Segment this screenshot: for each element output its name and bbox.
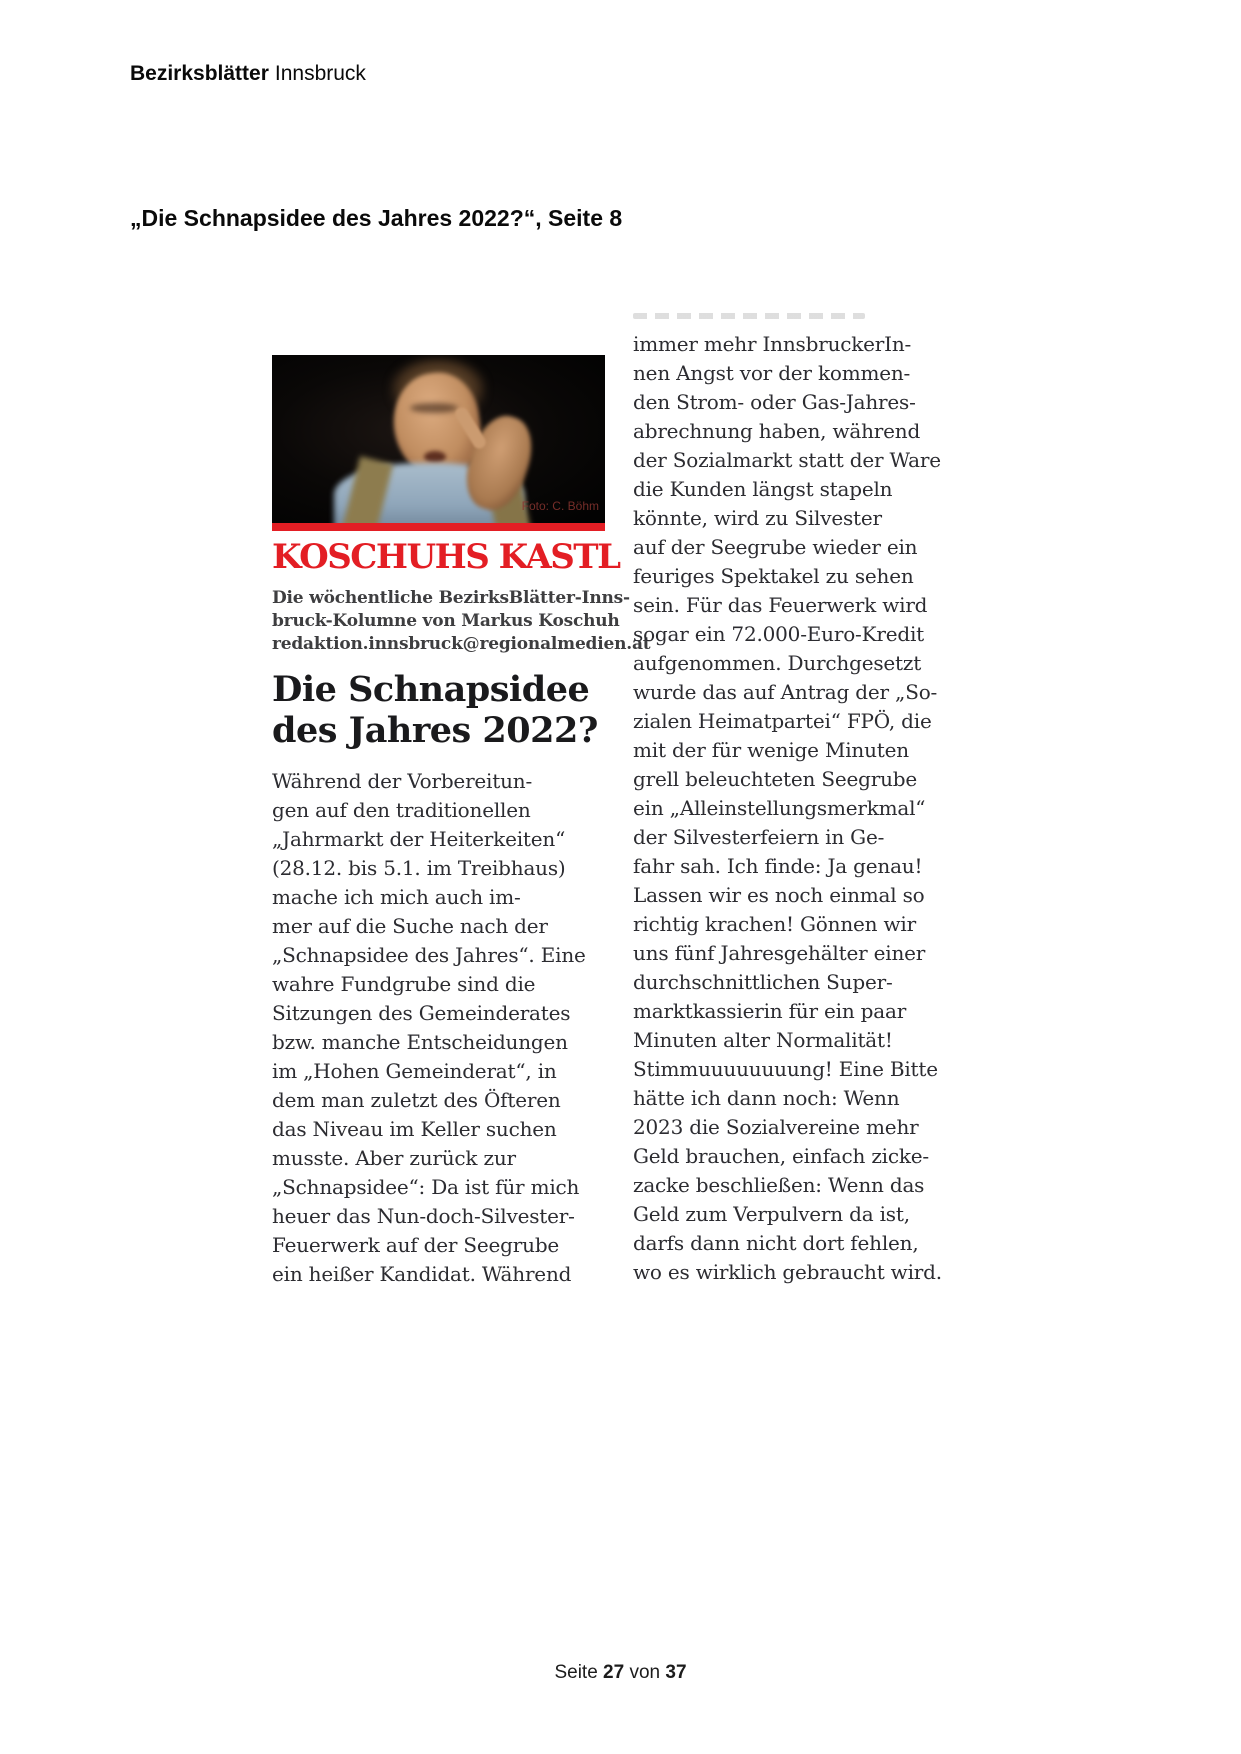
red-divider-bar bbox=[272, 523, 605, 531]
column-subtitle: Die wöchentliche BezirksBlätter-Inns- bruck-Kolumne von Markus Koschuh redaktion.innsbruck@regionalmedien.at bbox=[272, 588, 651, 654]
cropped-text-artifact bbox=[633, 313, 865, 319]
page-footer bbox=[0, 1662, 1241, 1684]
article-title: Die Schnapsidee des Jahres 2022? bbox=[272, 669, 598, 751]
article-body-left: Während der Vorbereitun- gen auf den traditionellen „Jahrmarkt der Heiterkeiten“ (28.12. bis 5.1. im Treibhaus) mache ich mich auch im- mer auf die Suche nach der „Schnapsidee des Jahres“. Eine wahre Fundgrube sind die Sitzungen des Gemeinderates bzw. manche Entscheidungen im „Hohen Gemeinderat“, in dem man zuletzt des Öfteren das Niveau im Keller suchen musste. Aber zurück zur „Schnapsidee“: Da ist für mich heuer das Nun-doch-Silvester- Feuerwerk auf der Seegrube ein heißer Kandidat. Während bbox=[272, 769, 586, 1286]
column-photo bbox=[272, 355, 605, 523]
footer-label-of: von bbox=[629, 1662, 661, 1683]
photo-credit: Foto: C. Böhm bbox=[521, 499, 599, 513]
column-kicker: KOSCHUHS KASTL bbox=[272, 537, 620, 577]
page-header bbox=[130, 62, 366, 86]
document-title: „Die Schnapsidee des Jahres 2022?“, Seite 8 bbox=[130, 205, 623, 231]
footer-page-total: 37 bbox=[665, 1662, 687, 1683]
brand-name: Bezirksblätter bbox=[130, 62, 269, 85]
brand-region: Innsbruck bbox=[274, 62, 366, 85]
clipping-left-column bbox=[272, 355, 651, 1289]
clipping-right-column bbox=[633, 310, 942, 1287]
article-body-right: immer mehr InnsbruckerIn- nen Angst vor der kommen- den Strom- oder Gas-Jahres- abrechnung haben, während der Sozialmarkt statt der Ware die Kunden längst stapeln könnte, wird zu Silvester auf der Seegrube wieder ein feuriges Spektakel zu sehen sein. Für das Feuerwerk wird sogar ein 72.000-Euro-Kredit aufgenommen. Durchgesetzt wurde das auf Antrag der „So- zialen Heimatpartei“ FPÖ, die mit der für wenige Minuten grell beleuchteten Seegrube ein „Alleinstellungsmerkmal“ der Silvesterfeiern in Ge- fahr sah. Ich finde: Ja genau! Lassen wir es noch einmal so richtig krachen! Gönnen wir uns fünf Jahresgehälter einer durchschnittlichen Super- marktkassierin für ein paar Minuten alter Normalität! Stimmuuuuuuuung! Eine Bitte hätte ich dann noch: Wenn 2023 die Sozialvereine mehr Geld brauchen, einfach zicke- zacke beschließen: Wenn das Geld zum Verpulvern da ist, darfs dann nicht dort fehlen, wo es wirklich gebraucht wird. bbox=[633, 332, 942, 1284]
photo-mouth-shadow bbox=[424, 451, 446, 463]
footer-page-current: 27 bbox=[603, 1662, 625, 1683]
footer-label-page: Seite bbox=[554, 1662, 598, 1683]
photo-brow-shadow bbox=[410, 403, 458, 413]
